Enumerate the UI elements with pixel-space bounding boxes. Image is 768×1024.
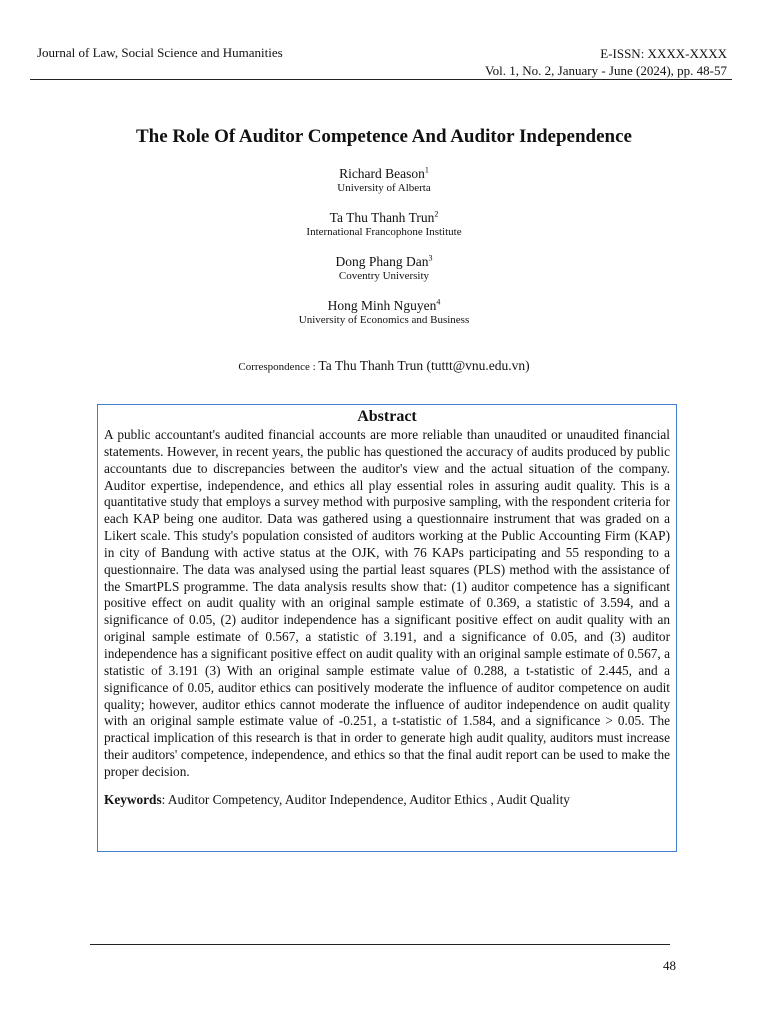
journal-meta — [485, 45, 727, 79]
correspondence-contact: Ta Thu Thanh Trun (tuttt@vnu.edu.vn) — [318, 358, 530, 373]
author-affiliation: International Francophone Institute — [306, 226, 462, 238]
author-name: Ta Thu Thanh Trun$^2$ — [329, 209, 439, 225]
author-block — [0, 254, 768, 283]
footer-divider — [90, 944, 670, 945]
author-footnote-mark: 3 — [428, 253, 433, 263]
author-name: Richard Beason$^1$ — [339, 165, 429, 181]
author-footnote-mark: 2 — [434, 209, 439, 219]
author-block — [0, 166, 768, 195]
author-block — [0, 298, 768, 327]
journal-name: Journal of Law, Social Science and Humanities — [37, 45, 283, 60]
issn: E-ISSN: XXXX-XXXX — [600, 46, 727, 61]
abstract-box — [97, 404, 677, 852]
author-affiliation: University of Alberta — [337, 182, 431, 194]
author-affiliation: Coventry University — [338, 270, 430, 282]
keywords — [104, 792, 670, 808]
keywords-list: : Auditor Competency, Auditor Independence, Auditor Ethics , Audit Quality — [161, 791, 570, 807]
header-divider — [30, 79, 732, 80]
author-list — [0, 166, 768, 342]
paper-title: The Role Of Auditor Competence And Auditor Independence — [136, 126, 632, 147]
author-affiliation: University of Economics and Business — [298, 314, 470, 326]
abstract-text: A public accountant's audited financial accounts are more reliable than unaudited or unaudited financial statements. However, in recent years, the public has questioned the accuracy of audits produced by public accountants due to discrepancies between the auditor's view and the actual situation of the company. Auditor expertise, independence, and ethics all play essential roles in assuring audit quality. This is a quantitative study that employs a survey method with purposive sampling, with the respondent criteria for each KAP being one auditor. Data was gathered using a questionnaire instrument that was graded on a Likert scale. This study's population consisted of auditors working at the Public Accounting Firm (KAP) in city of Bandung with active status at the OJK, with 76 KAPs participating and 55 responding to a questionnaire. The data was analysed using the partial least squares (PLS) method with the assistance of the SmartPLS programme. The data analysis results show that: (1) auditor competence has a significant positive effect on audit quality with an original sample estimate of 0.369, a statistic of 3.594, and a significance of 0.05, (2) auditor independence has a significant positive effect on audit quality with an original sample estimate of 0.567, a statistic of 3.191, and a significance of 0.05, and (3) auditor independence has a significant positive effect on audit quality with an original sample estimate of 0.567, a statistic of 3.191 (3) With an original sample estimate value of 0.288, a t-statistic of 2.445, and a significance of 0.05, auditor ethics can positively moderate the influence of auditor competence on audit quality; however, auditor ethics cannot moderate the influence of auditor independence on audit quality with an original sample estimate value of -0.251, a t-statistic of 1.584, and a significance > 0.05. The practical implication of this research is that in order to generate high audit quality, auditors must increase their auditors' competence, independence, and ethics so that the final audit report can be used to make the proper decision. — [104, 427, 670, 779]
keywords-label: Keywords — [104, 791, 162, 807]
author-name: Hong Minh Nguyen$^4$ — [327, 297, 441, 313]
correspondence-label: Correspondence : — [238, 361, 319, 373]
author-block — [0, 210, 768, 239]
correspondence — [0, 357, 768, 375]
author-footnote-mark: 4 — [436, 297, 441, 307]
volume-info: Vol. 1, No. 2, January - June (2024), pp. 48-57 — [484, 63, 727, 78]
page-number: 48 — [663, 958, 676, 973]
author-footnote-mark: 1 — [424, 165, 429, 175]
author-name: Dong Phang Dan$^3$ — [335, 253, 433, 269]
abstract-heading: Abstract — [357, 408, 417, 425]
